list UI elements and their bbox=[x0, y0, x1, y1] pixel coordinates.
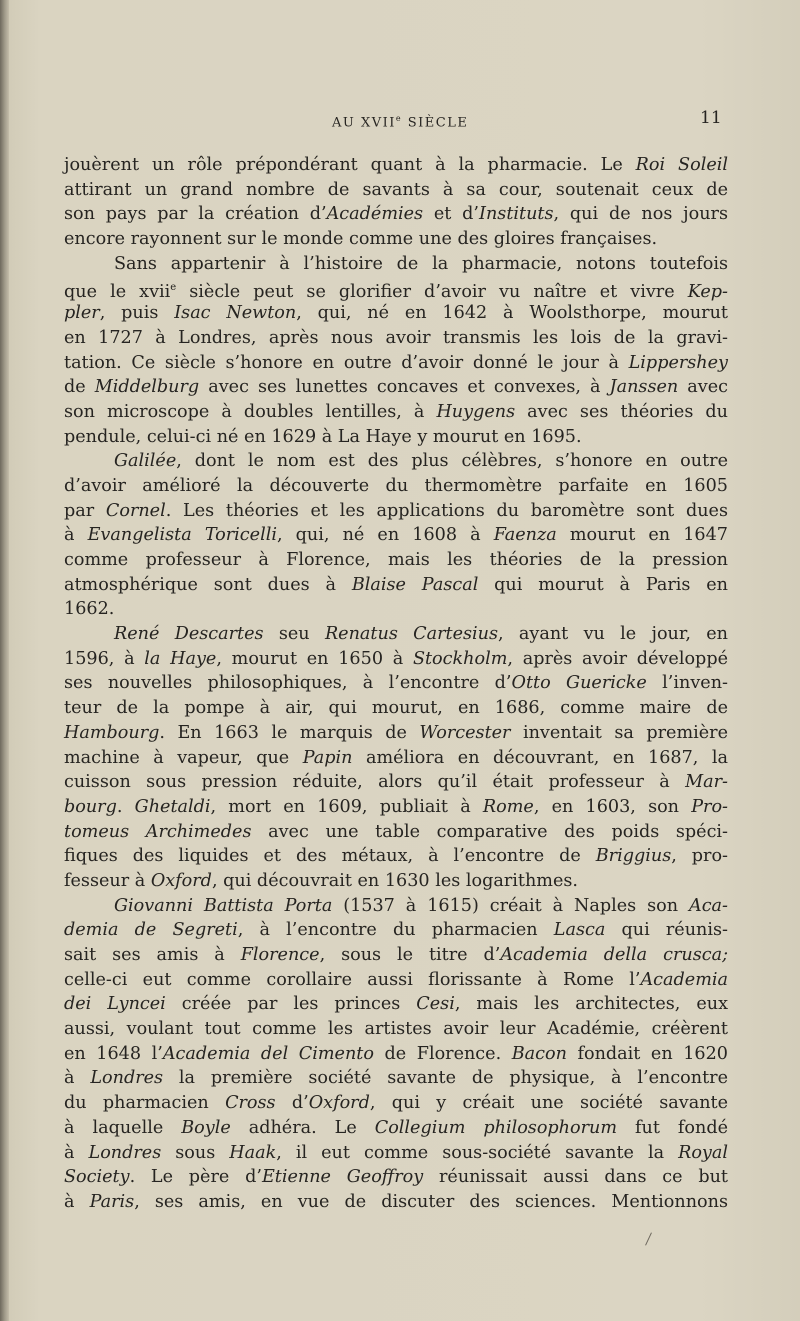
text-line: tation. Ce siècle s’honore en outre d’avoir donné le jour à Lippershey bbox=[64, 352, 728, 373]
page-header bbox=[64, 108, 724, 138]
book-spine-shadow bbox=[0, 0, 9, 1321]
text-line: en 1727 à Londres, après nous avoir transmis les lois de la gravi- bbox=[64, 327, 728, 348]
text-line: par Cornel. Les théories et les applications du baromètre sont dues bbox=[64, 500, 728, 521]
text-line: cuisson sous pression réduite, alors qu’il était professeur à Mar- bbox=[64, 772, 728, 793]
body-text bbox=[64, 153, 728, 1215]
text-line: comme professeur à Florence, mais les théories de la pression bbox=[64, 550, 728, 570]
text-line: jouèrent un rôle prépondérant quant à la pharmacie. Le Roi Soleil bbox=[64, 155, 728, 175]
text-line: attirant un grand nombre de savants à sa cour, soutenait ceux de bbox=[64, 179, 728, 200]
text-line: à Paris, ses amis, en vue de discuter des sciences. Mentionnons bbox=[64, 1191, 728, 1212]
text-line: à laquelle Boyle adhéra. Le Collegium philosophorum fut fondé bbox=[64, 1117, 729, 1138]
text-line: à Evangelista Toricelli, qui, né en 1608 à Faenza mourut en 1647 bbox=[64, 525, 728, 546]
text-line: encore rayonnent sur le monde comme une des gloires françaises. bbox=[64, 229, 658, 250]
text-line: demia de Segreti, à l’encontre du pharmacien Lasca qui réunis- bbox=[64, 920, 728, 941]
text-line: son microscope à doubles lentilles, à Huygens avec ses théories du bbox=[64, 401, 728, 422]
text-line: à Londres sous Haak, il eut comme sous-société savante la Royal bbox=[64, 1142, 728, 1163]
text-line: fesseur à Oxford, qui découvrait en 1630 les logarithmes. bbox=[64, 870, 579, 891]
text-line: du pharmacien Cross d’Oxford, qui y créait une société savante bbox=[64, 1093, 729, 1114]
text-line: aussi, voulant tout comme les artistes avoir leur Académie, créèrent bbox=[64, 1019, 728, 1040]
text-line: Hambourg. En 1663 le marquis de Worcester inventait sa première bbox=[64, 722, 728, 743]
text-line: ses nouvelles philosophiques, à l’encontre d’Otto Guericke l’inven- bbox=[64, 673, 728, 694]
text-line: teur de la pompe à air, qui mourut, en 1686, comme maire de bbox=[64, 698, 728, 719]
text-line: Galilée, dont le nom est des plus célèbres, s’honore en outre bbox=[114, 451, 728, 472]
text-line: dei Lyncei créée par les princes Cesi, mais les architectes, eux bbox=[64, 994, 728, 1015]
text-line: de Middelburg avec ses lunettes concaves et convexes, à Janssen avec bbox=[64, 377, 728, 398]
text-line: celle-ci eut comme corollaire aussi florissante à Rome l’Academia bbox=[64, 969, 728, 990]
text-line: tomeus Archimedes avec une table comparative des poids spéci- bbox=[64, 821, 728, 842]
text-line: pendule, celui-ci né en 1629 à La Haye y mourut en 1695. bbox=[64, 426, 582, 447]
text-line: René Descartes seu Renatus Cartesius, ayant vu le jour, en bbox=[114, 624, 728, 645]
page-number: 11 bbox=[700, 108, 722, 128]
text-line: Sans appartenir à l’histoire de la pharmacie, notons toutefois bbox=[114, 253, 728, 274]
text-line: sait ses amis à Florence, sous le titre d’Academia della crusca; bbox=[64, 945, 728, 965]
text-line: à Londres la première société savante de physique, à l’encontre bbox=[64, 1068, 728, 1089]
text-line: bourg. Ghetaldi, mort en 1609, publiait à Rome, en 1603, son Pro- bbox=[64, 796, 728, 817]
text-line: en 1648 l’Academia del Cimento de Florence. Bacon fondait en 1620 bbox=[64, 1043, 728, 1064]
text-line: pler, puis Isac Newton, qui, né en 1642 à Woolsthorpe, mourut bbox=[64, 303, 728, 324]
text-line: machine à vapeur, que Papin améliora en découvrant, en 1687, la bbox=[64, 747, 728, 768]
text-line: fiques des liquides et des métaux, à l’encontre de Briggius, pro- bbox=[64, 846, 728, 867]
text-line: Society. Le père d’Etienne Geoffroy réunissait aussi dans ce but bbox=[64, 1167, 728, 1188]
running-head: AU XVIIe SIÈCLE bbox=[332, 114, 469, 131]
text-line: Giovanni Battista Porta (1537 à 1615) créait à Naples son Aca- bbox=[114, 895, 728, 916]
text-line: 1596, à la Haye, mourut en 1650 à Stockholm, après avoir développé bbox=[64, 648, 728, 669]
text-line: atmosphérique sont dues à Blaise Pascal qui mourut à Paris en bbox=[64, 574, 729, 595]
pencil-mark bbox=[645, 1232, 652, 1245]
text-line: son pays par la création d’Académies et d’Instituts, qui de nos jours bbox=[64, 204, 728, 225]
text-line: 1662. bbox=[64, 599, 115, 620]
text-line: d’avoir amélioré la découverte du thermomètre parfaite en 1605 bbox=[64, 475, 728, 496]
text-line: que le xvii$^e$ siècle peut se glorifier d’avoir vu naître et vivre Kep- bbox=[64, 282, 728, 303]
